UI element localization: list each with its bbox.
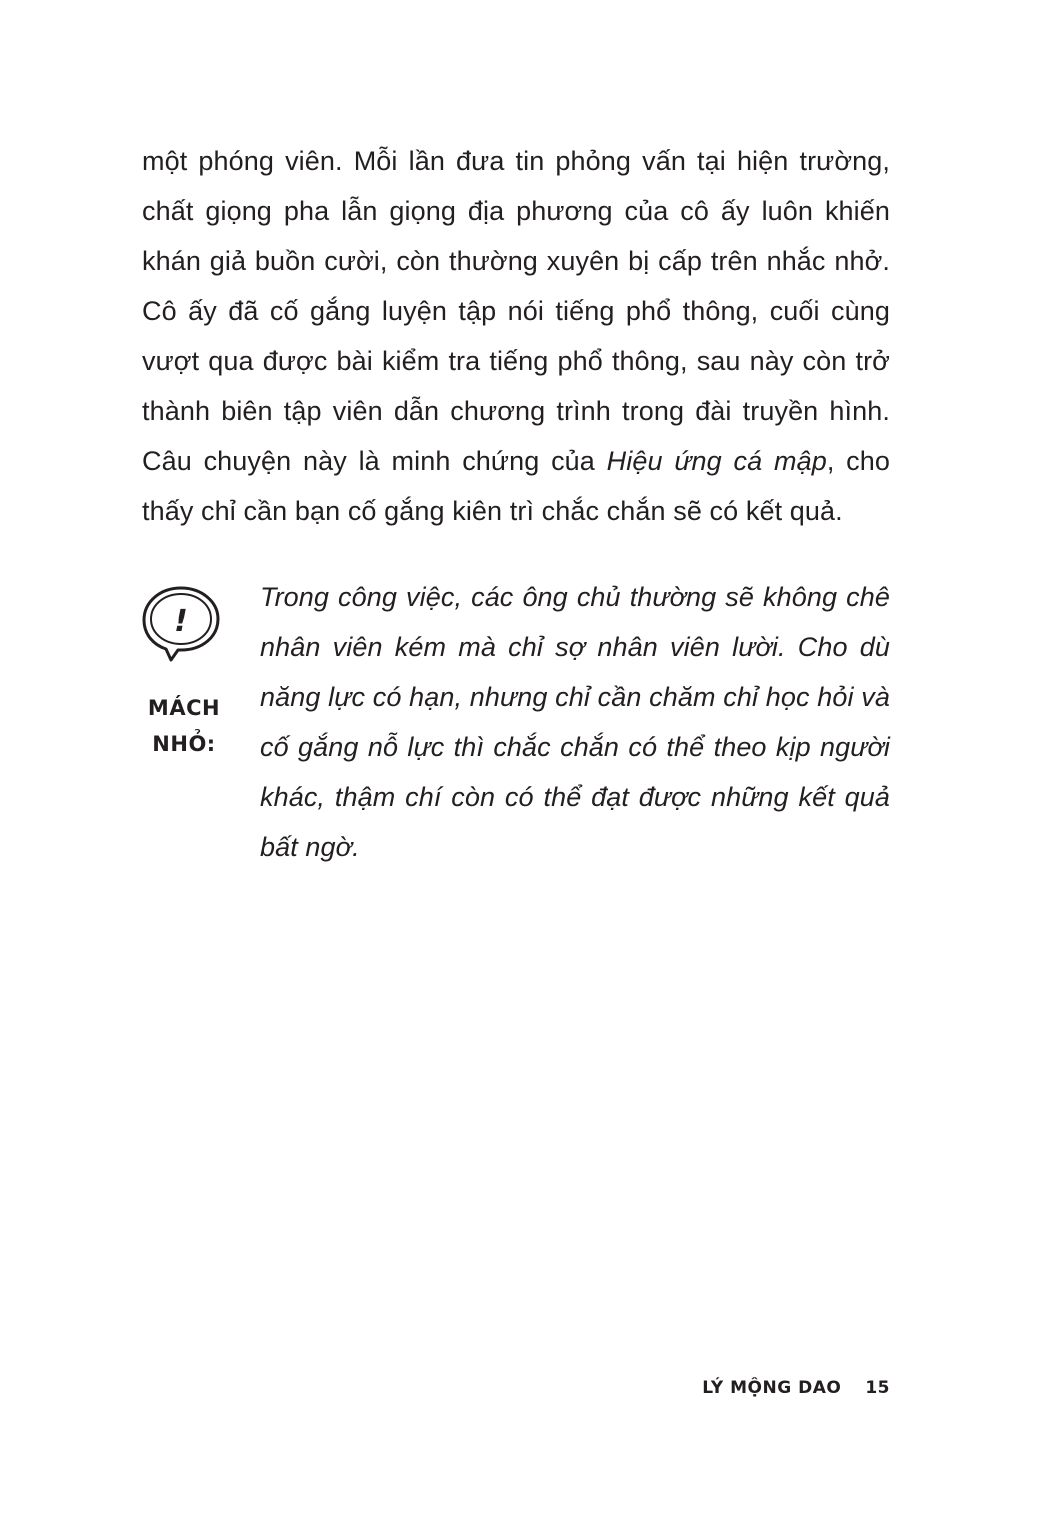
- page-number: 15: [865, 1378, 890, 1398]
- body-line: một phóng viên. Mỗi lần đưa tin phỏng vấn tại hiện trường,: [142, 146, 890, 176]
- tip-label-line: MÁCH: [147, 696, 221, 720]
- body-paragraph: [142, 136, 890, 536]
- tip-text: [260, 572, 890, 872]
- exclamation-glyph: !: [174, 604, 188, 639]
- exclamation-speech-bubble-icon: [136, 582, 226, 662]
- tip-label: [144, 690, 224, 762]
- tip-line: năng lực có hạn, nhưng chỉ cần chăm chỉ học hỏi và: [260, 682, 890, 712]
- body-line: chất giọng pha lẫn giọng địa phương của cô ấy luôn khiến: [142, 196, 890, 226]
- body-line: thành biên tập viên dẫn chương trình trong đài truyền hình.: [142, 396, 890, 426]
- body-line-mixed: [142, 436, 890, 486]
- tip-line: cố gắng nỗ lực thì chắc chắn có thể theo kịp người: [260, 732, 890, 762]
- author-name: LÝ MỘNG DAO: [702, 1378, 842, 1398]
- tip-label-line: NHỎ:: [152, 732, 216, 756]
- body-text: Câu chuyện này là minh chứng của: [142, 446, 607, 476]
- body-line: khán giả buồn cười, còn thường xuyên bị cấp trên nhắc nhở.: [142, 246, 890, 276]
- tip-line: khác, thậm chí còn có thể đạt được những kết quả: [260, 782, 890, 812]
- page-footer: [702, 1378, 890, 1398]
- body-line: vượt qua được bài kiểm tra tiếng phổ thông, sau này còn trở: [142, 346, 890, 376]
- tip-line: bất ngờ.: [260, 832, 360, 862]
- body-line: thấy chỉ cần bạn cố gắng kiên trì chắc chắn sẽ có kết quả.: [142, 496, 843, 526]
- body-text: , cho: [826, 446, 890, 476]
- tip-line: nhân viên kém mà chỉ sợ nhân viên lười. Cho dù: [260, 632, 890, 662]
- tip-line: Trong công việc, các ông chủ thường sẽ không chê: [260, 582, 890, 612]
- effect-name-italic: Hiệu ứng cá mập: [606, 446, 827, 476]
- body-line: Cô ấy đã cố gắng luyện tập nói tiếng phổ thông, cuối cùng: [142, 296, 890, 326]
